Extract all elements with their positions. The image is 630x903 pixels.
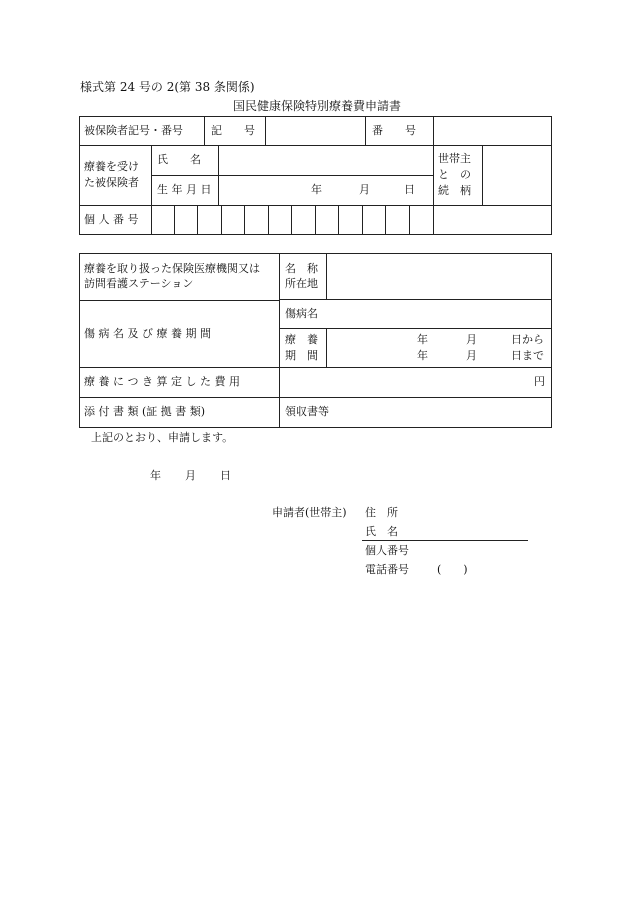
attachments-value: 領収書等 <box>285 405 329 418</box>
facility-address-label: 所在地 <box>285 277 318 290</box>
applicant-address-label: 住 所 <box>365 506 398 519</box>
individual-number-label: 個 人 番 号 <box>84 213 139 226</box>
facility-name-label: 名 称 <box>285 262 318 275</box>
applicant-phone-label: 電話番号 <box>365 563 409 576</box>
form-reference: 様式第 24 号の 2(第 38 条関係) <box>80 80 255 94</box>
period-label-line1: 療 養 <box>285 333 318 346</box>
applicant-individual-number-label: 個人番号 <box>365 544 409 557</box>
facility-label-line2: 訪問看護ステーション <box>84 277 194 290</box>
patient-label-line2: た被保険者 <box>84 176 139 189</box>
disease-period-label: 傷 病 名 及 び 療 養 期 間 <box>84 327 211 340</box>
form-title: 国民健康保険特別療養費申請書 <box>233 99 402 113</box>
period-from-year: 年 <box>417 333 428 346</box>
attachments-label: 添 付 書 類 (証 拠 書 類) <box>84 405 206 418</box>
cost-label: 療 養 に つ き 算 定 し た 費 用 <box>84 375 240 388</box>
patient-name-label: 氏 名 <box>157 153 201 166</box>
declaration-text: 上記のとおり、申請します。 <box>91 431 234 444</box>
birth-month-unit: 月 <box>359 183 370 196</box>
applicant-label: 申請者(世帯主) <box>272 506 347 519</box>
birth-year-unit: 年 <box>311 183 322 196</box>
insured-code-label: 被保険者記号・番号 <box>84 124 183 137</box>
date-month-unit: 月 <box>185 469 196 482</box>
period-from-day: 日から <box>511 333 544 346</box>
relation-label-3: 続 柄 <box>438 184 471 197</box>
period-label-line2: 期 間 <box>285 349 318 362</box>
birth-day-unit: 日 <box>404 183 415 196</box>
cost-unit: 円 <box>534 375 545 388</box>
patient-label-line1: 療養を受け <box>84 160 139 173</box>
date-day-unit: 日 <box>220 469 231 482</box>
relation-label-1: 世帯主 <box>438 152 471 165</box>
period-to-day: 日まで <box>511 349 544 362</box>
phone-parentheses: ( ) <box>437 563 468 576</box>
facility-label-line1: 療養を取り扱った保険医療機関又は <box>84 262 260 275</box>
name-underline <box>362 540 528 541</box>
disease-name-label: 傷病名 <box>285 307 318 320</box>
period-to-month: 月 <box>466 349 477 362</box>
bangou-label: 番 号 <box>372 124 416 137</box>
period-to-year: 年 <box>417 349 428 362</box>
kigou-label: 記 号 <box>211 124 255 137</box>
relation-label-2: と の <box>438 168 471 181</box>
date-year-unit: 年 <box>150 469 161 482</box>
applicant-name-label: 氏 名 <box>365 525 398 538</box>
birth-date-label: 生 年 月 日 <box>157 183 212 196</box>
period-from-month: 月 <box>466 333 477 346</box>
